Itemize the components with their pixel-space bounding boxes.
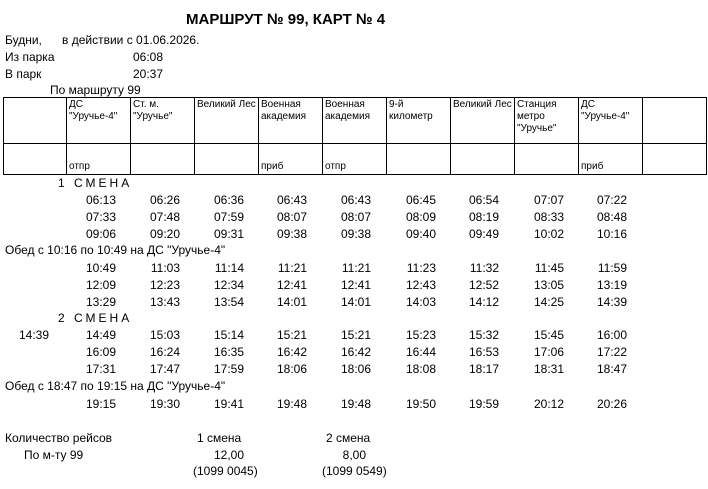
shift-2-header: 2 смена xyxy=(326,431,371,445)
days-label: Будни, xyxy=(5,33,42,47)
shift-2-label: 2 СМЕНА xyxy=(58,311,133,325)
time-cell: 14:01 xyxy=(340,295,371,309)
header-mark xyxy=(131,144,195,175)
time-cell: 12:41 xyxy=(340,278,371,292)
time-cell: 06:43 xyxy=(276,193,307,207)
header-stop-name xyxy=(643,98,707,144)
shift-1-trips-value: 12,00 xyxy=(213,448,244,462)
time-cell: 13:29 xyxy=(85,295,116,309)
time-cell: 14:25 xyxy=(533,295,564,309)
header-stop-name: Военная академия xyxy=(323,98,387,144)
depart-label: Из парка xyxy=(5,50,55,64)
stops-header-table xyxy=(3,97,707,175)
header-stop-name: ДС "Уручье-4" xyxy=(67,98,131,144)
time-cell: 17:47 xyxy=(149,362,180,376)
time-cell: 13:43 xyxy=(149,295,180,309)
time-cell: 16:53 xyxy=(468,345,499,359)
time-cell: 14:12 xyxy=(468,295,499,309)
time-cell: 17:06 xyxy=(533,345,564,359)
time-cell: 19:50 xyxy=(405,397,436,411)
time-cell: 19:59 xyxy=(468,397,499,411)
time-cell: 09:06 xyxy=(85,227,116,241)
time-cell: 17:22 xyxy=(596,345,627,359)
header-mark xyxy=(387,144,451,175)
time-cell: 06:26 xyxy=(149,193,180,207)
header-cell xyxy=(4,98,67,144)
time-cell: 18:06 xyxy=(276,362,307,376)
time-cell: 11:21 xyxy=(277,261,307,275)
time-cell: 10:49 xyxy=(85,261,116,275)
trips-count-label: Количество рейсов xyxy=(5,431,113,445)
time-cell: 17:31 xyxy=(85,362,116,376)
time-cell: 10:02 xyxy=(533,227,564,241)
time-cell: 15:21 xyxy=(340,328,371,342)
time-cell: 16:09 xyxy=(85,345,116,359)
time-cell: 09:38 xyxy=(340,227,371,241)
time-cell: 09:38 xyxy=(276,227,307,241)
shift-1-label: 1 СМЕНА xyxy=(58,176,133,190)
time-cell: 07:33 xyxy=(85,210,116,224)
break-1-note: Обед с 10:16 по 10:49 на ДС "Уручье-4" xyxy=(5,243,226,257)
time-cell: 12:09 xyxy=(85,278,116,292)
time-cell: 11:23 xyxy=(406,261,436,275)
header-stop-name: Великий Лес xyxy=(195,98,259,144)
time-cell: 18:17 xyxy=(468,362,499,376)
shift-1-header: 1 смена xyxy=(197,431,242,445)
time-cell: 11:21 xyxy=(341,261,371,275)
break-2-note: Обед с 18:47 по 19:15 на ДС "Уручье-4" xyxy=(5,379,226,393)
time-cell: 15:14 xyxy=(213,328,244,342)
time-cell: 12:41 xyxy=(276,278,307,292)
time-cell: 08:48 xyxy=(596,210,627,224)
time-cell: 09:31 xyxy=(213,227,244,241)
time-cell: 07:48 xyxy=(149,210,180,224)
time-cell: 07:59 xyxy=(213,210,244,224)
header-stop-name: Ст. м. "Уручье" xyxy=(131,98,195,144)
page-title: МАРШРУТ № 99, КАРТ № 4 xyxy=(186,11,386,28)
header-stop-name: ДС "Уручье-4" xyxy=(579,98,643,144)
time-cell: 16:42 xyxy=(340,345,371,359)
time-cell: 18:06 xyxy=(340,362,371,376)
shift-2-code: (1099 0549) xyxy=(322,464,387,478)
time-cell: 08:07 xyxy=(340,210,371,224)
header-mark xyxy=(643,144,707,175)
time-cell: 18:08 xyxy=(405,362,436,376)
shift-2-start-time: 14:39 xyxy=(19,328,50,342)
time-cell: 09:49 xyxy=(468,227,499,241)
header-stop-name: Великий Лес xyxy=(451,98,515,144)
time-cell: 15:32 xyxy=(468,328,499,342)
time-cell: 08:33 xyxy=(533,210,564,224)
time-cell: 16:24 xyxy=(149,345,180,359)
time-cell: 14:49 xyxy=(85,328,116,342)
time-cell: 11:14 xyxy=(214,261,244,275)
header-mark xyxy=(195,144,259,175)
time-cell: 11:45 xyxy=(534,261,564,275)
time-cell: 14:01 xyxy=(276,295,307,309)
header-stop-name: Станция метро "Уручье" xyxy=(515,98,579,144)
time-cell: 11:32 xyxy=(469,261,499,275)
time-cell: 19:41 xyxy=(213,397,244,411)
time-cell: 11:59 xyxy=(597,261,627,275)
time-cell: 12:43 xyxy=(405,278,436,292)
time-cell: 16:35 xyxy=(213,345,244,359)
time-cell: 16:42 xyxy=(276,345,307,359)
time-cell: 16:44 xyxy=(405,345,436,359)
time-cell: 06:36 xyxy=(213,193,244,207)
time-cell: 14:03 xyxy=(405,295,436,309)
header-mark: приб xyxy=(579,144,643,175)
time-cell: 15:03 xyxy=(149,328,180,342)
time-cell: 07:07 xyxy=(533,193,564,207)
time-cell: 18:31 xyxy=(533,362,564,376)
header-cell xyxy=(4,144,67,175)
time-cell: 15:21 xyxy=(276,328,307,342)
time-cell: 10:16 xyxy=(596,227,627,241)
time-cell: 12:34 xyxy=(213,278,244,292)
header-mark: отпр xyxy=(323,144,387,175)
time-cell: 19:30 xyxy=(149,397,180,411)
time-cell: 09:40 xyxy=(405,227,436,241)
time-cell: 19:15 xyxy=(85,397,116,411)
return-label: В парк xyxy=(5,67,42,81)
time-cell: 08:09 xyxy=(405,210,436,224)
time-cell: 06:45 xyxy=(405,193,436,207)
time-cell: 18:47 xyxy=(596,362,627,376)
time-cell: 20:12 xyxy=(533,397,564,411)
time-cell: 13:19 xyxy=(596,278,627,292)
time-cell: 20:26 xyxy=(596,397,627,411)
time-cell: 11:03 xyxy=(150,261,180,275)
time-cell: 16:00 xyxy=(596,328,627,342)
time-cell: 15:45 xyxy=(533,328,564,342)
time-cell: 06:43 xyxy=(340,193,371,207)
effective-date: в действии с 01.06.2026. xyxy=(62,33,200,47)
header-stop-name: 9-й километр xyxy=(387,98,451,144)
time-cell: 07:22 xyxy=(596,193,627,207)
time-cell: 13:54 xyxy=(213,295,244,309)
depart-time: 06:08 xyxy=(133,50,164,64)
header-stop-name: Военная академия xyxy=(259,98,323,144)
time-cell: 06:54 xyxy=(468,193,499,207)
return-time: 20:37 xyxy=(133,67,164,81)
route-label: По маршруту 99 xyxy=(50,83,141,97)
time-cell: 08:07 xyxy=(276,210,307,224)
time-cell: 15:23 xyxy=(405,328,436,342)
time-cell: 06:13 xyxy=(85,193,116,207)
time-cell: 17:59 xyxy=(213,362,244,376)
header-mark: отпр xyxy=(67,144,131,175)
header-mark xyxy=(451,144,515,175)
time-cell: 19:48 xyxy=(276,397,307,411)
route-trips-label: По м-ту 99 xyxy=(24,448,84,462)
time-cell: 13:05 xyxy=(533,278,564,292)
time-cell: 12:52 xyxy=(468,278,499,292)
time-cell: 14:39 xyxy=(596,295,627,309)
time-cell: 19:48 xyxy=(340,397,371,411)
time-cell: 12:23 xyxy=(149,278,180,292)
shift-2-trips-value: 8,00 xyxy=(342,448,366,462)
header-mark: приб xyxy=(259,144,323,175)
header-mark xyxy=(515,144,579,175)
time-cell: 08:19 xyxy=(468,210,499,224)
shift-1-code: (1099 0045) xyxy=(193,464,258,478)
time-cell: 09:20 xyxy=(149,227,180,241)
